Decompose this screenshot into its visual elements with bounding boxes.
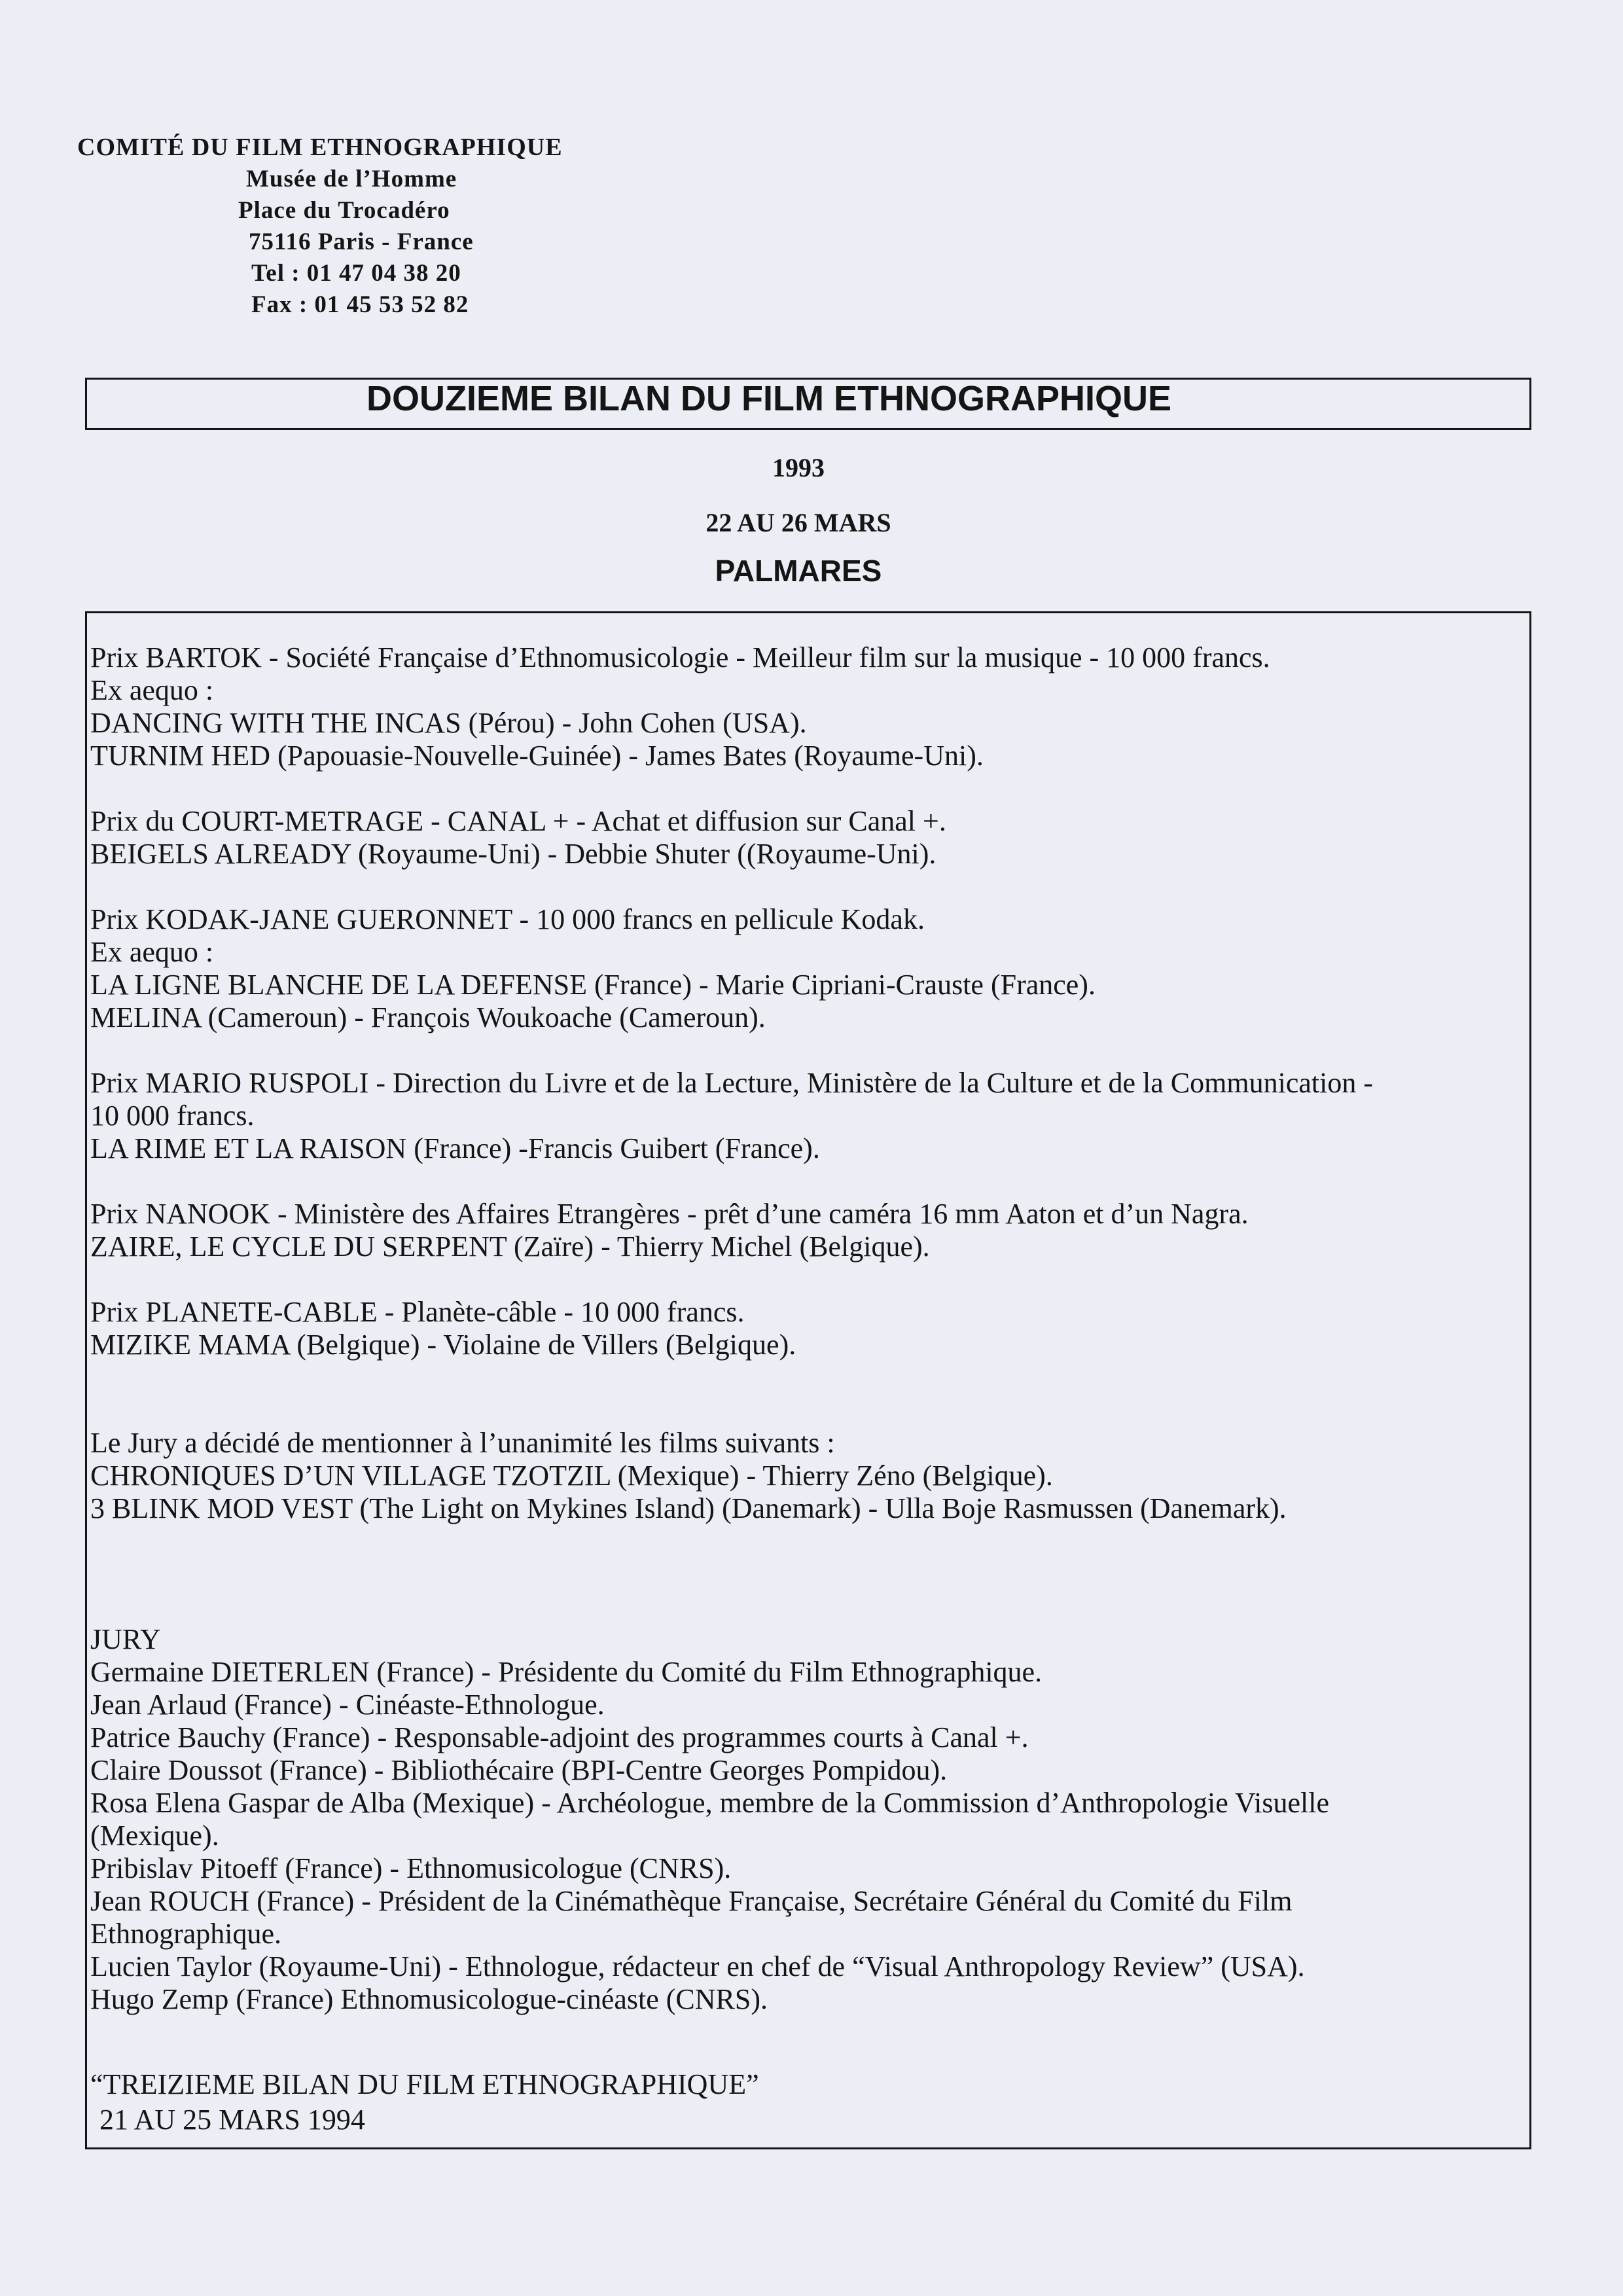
mentions-intro: Le Jury a décidé de mentionner à l’unanimité les films suivants :: [90, 1427, 835, 1459]
spacer: [90, 2016, 1530, 2068]
jury-member: Ethnographique.: [90, 1918, 282, 1950]
prize-line: Prix MARIO RUSPOLI - Direction du Livre et de la Lecture, Ministère de la Culture et de la Communication -: [90, 1067, 1373, 1099]
prize-bartok: [90, 641, 1530, 772]
jury-member: Jean Arlaud (France) - Cinéaste-Ethnologue.: [90, 1689, 605, 1721]
prize-line: Prix PLANETE-CABLE - Planète-câble - 10 000 francs.: [90, 1296, 745, 1328]
organisation-name: COMITÉ DU FILM ETHNOGRAPHIQUE: [77, 134, 563, 161]
prize-line: MIZIKE MAMA (Belgique) - Violaine de Villers (Belgique).: [90, 1329, 796, 1361]
document-title: DOUZIEME BILAN DU FILM ETHNOGRAPHIQUE: [366, 379, 1171, 418]
jury-member: Lucien Taylor (Royaume-Uni) - Ethnologue, rédacteur en chef de “Visual Anthropology Review” (USA).: [90, 1950, 1305, 1982]
prize-line: TURNIM HED (Papouasie-Nouvelle-Guinée) - James Bates (Royaume-Uni).: [90, 740, 984, 772]
prize-planete-cable: [90, 1296, 1530, 1361]
prize-line: 10 000 francs.: [90, 1100, 255, 1132]
mention-film: CHRONIQUES D’UN VILLAGE TZOTZIL (Mexique) - Thierry Zéno (Belgique).: [90, 1460, 1053, 1492]
mention-film: 3 BLINK MOD VEST (The Light on Mykines Island) (Danemark) - Ulla Boje Rasmussen (Danemark).: [90, 1492, 1287, 1524]
prize-mario-ruspoli: [90, 1067, 1530, 1165]
prize-line: Ex aequo :: [90, 936, 214, 968]
prize-line: Prix BARTOK - Société Française d’Ethnomusicologie - Meilleur film sur la musique - 10 000 francs.: [90, 641, 1270, 673]
spacer: [90, 870, 1530, 903]
jury-list: [90, 1623, 1530, 2016]
prize-line: BEIGELS ALREADY (Royaume-Uni) - Debbie Shuter ((Royaume-Uni).: [90, 838, 936, 870]
event-dates: 22 AU 26 MARS: [705, 508, 891, 537]
jury-member: Germaine DIETERLEN (France) - Présidente du Comité du Film Ethnographique.: [90, 1656, 1043, 1688]
letterhead: [77, 131, 666, 321]
spacer: [90, 1525, 1530, 1623]
address-city: 75116 Paris - France: [249, 228, 474, 255]
address-museum: Musée de l’Homme: [246, 166, 457, 192]
prize-line: Prix KODAK-JANE GUERONNET - 10 000 francs en pellicule Kodak.: [90, 903, 925, 935]
spacer: [90, 1034, 1530, 1067]
jury-member: Pribislav Pitoeff (France) - Ethnomusicologue (CNRS).: [90, 1852, 732, 1884]
jury-member: Hugo Zemp (France) Ethnomusicologue-cinéaste (CNRS).: [90, 1983, 768, 2015]
prize-line: LA LIGNE BLANCHE DE LA DEFENSE (France) - Marie Cipriani-Crauste (France).: [90, 969, 1096, 1001]
next-event-title: “TREIZIEME BILAN DU FILM ETHNOGRAPHIQUE”: [90, 2068, 759, 2100]
spacer: [90, 1263, 1530, 1296]
jury-member: (Mexique).: [90, 1820, 219, 1852]
prize-line: Prix NANOOK - Ministère des Affaires Etrangères - prêt d’une caméra 16 mm Aaton et d’un Nagra.: [90, 1198, 1249, 1230]
prize-line: DANCING WITH THE INCAS (Pérou) - John Cohen (USA).: [90, 707, 807, 739]
spacer: [90, 1361, 1530, 1427]
palmares-content: [90, 641, 1530, 2136]
palmares-heading: PALMARES: [715, 554, 882, 588]
prize-line: Prix du COURT-METRAGE - CANAL + - Achat et diffusion sur Canal +.: [90, 805, 946, 837]
prize-court-metrage: [90, 805, 1530, 870]
jury-member: Rosa Elena Gaspar de Alba (Mexique) - Archéologue, membre de la Commission d’Anthropologie Visuelle: [90, 1787, 1329, 1819]
spacer: [90, 1165, 1530, 1198]
address-street: Place du Trocadéro: [238, 197, 450, 224]
next-event-dates: 21 AU 25 MARS 1994: [99, 2104, 365, 2136]
spacer: [90, 772, 1530, 805]
prize-line: LA RIME ET LA RAISON (France) -Francis Guibert (France).: [90, 1132, 820, 1164]
jury-member: Jean ROUCH (France) - Président de la Cinémathèque Française, Secrétaire Général du Comité du Film: [90, 1885, 1293, 1917]
address-telephone: Tel : 01 47 04 38 20: [251, 260, 461, 287]
prize-line: Ex aequo :: [90, 674, 214, 706]
prize-line: MELINA (Cameroun) - François Woukoache (Cameroun).: [90, 1001, 766, 1033]
prize-line: ZAIRE, LE CYCLE DU SERPENT (Zaïre) - Thierry Michel (Belgique).: [90, 1230, 930, 1263]
prize-nanook: [90, 1198, 1530, 1263]
jury-heading: JURY: [90, 1623, 161, 1655]
prize-kodak: [90, 903, 1530, 1034]
jury-mentions: [90, 1427, 1530, 1525]
next-event: [90, 2068, 1530, 2136]
address-fax: Fax : 01 45 53 52 82: [251, 291, 469, 318]
event-year: 1993: [772, 453, 825, 482]
jury-member: Patrice Bauchy (France) - Responsable-adjoint des programmes courts à Canal +.: [90, 1721, 1029, 1753]
jury-member: Claire Doussot (France) - Bibliothécaire (BPI-Centre Georges Pompidou).: [90, 1754, 948, 1786]
